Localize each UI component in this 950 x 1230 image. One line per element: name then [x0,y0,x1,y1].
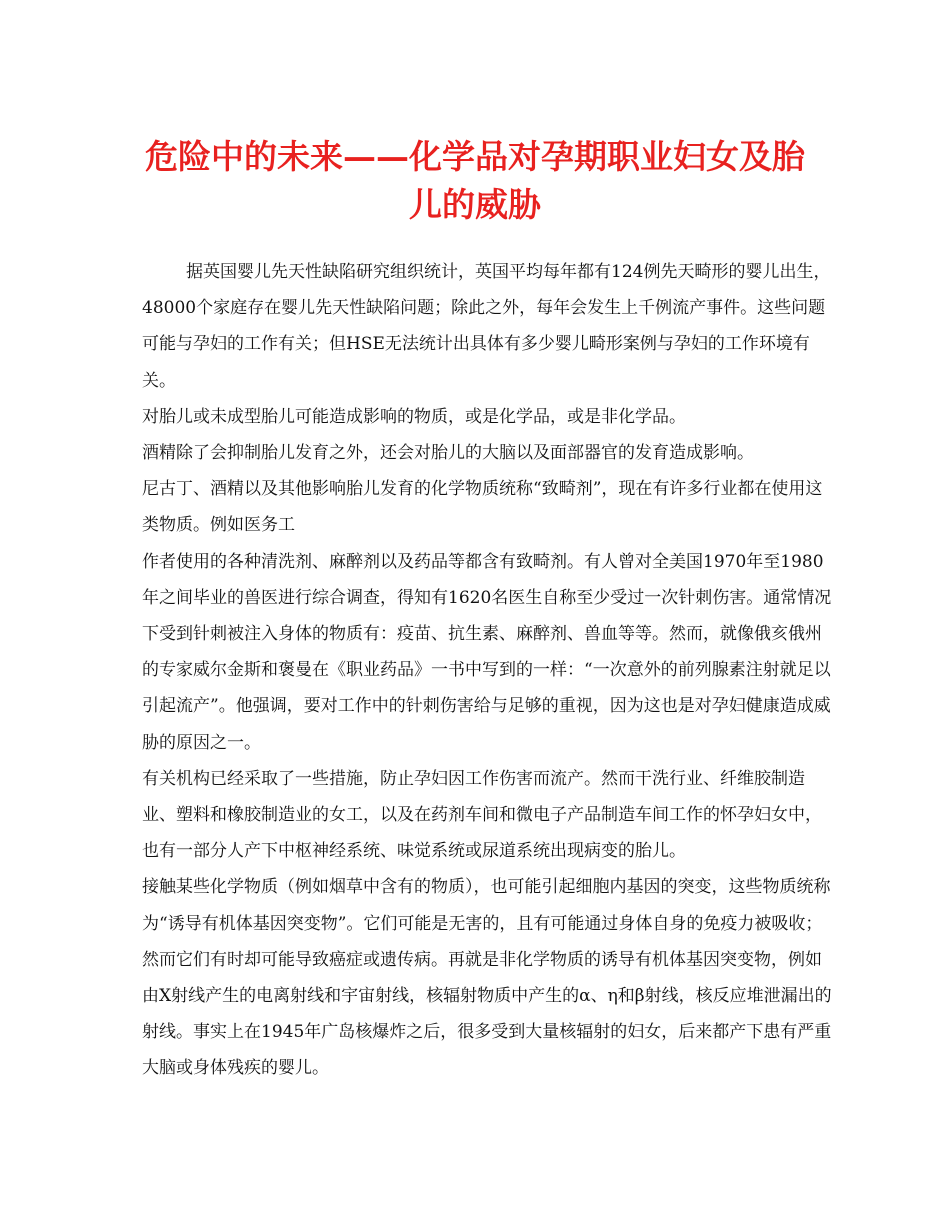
paragraph-line: 年至1980年之间毕业的兽医进行综合调查，得知有1620名医生自称至少受过一次 [142,551,824,608]
paragraph-line: 形案例与孕妇的工作环境有关。 [142,334,810,391]
paragraph-line: 酒精除了会抑制胎儿发育之外，还会对胎儿的大脑以及面部器官的发育造成影响。 [142,443,754,464]
paragraph [142,544,832,761]
paragraph-line: 尼古丁、酒精以及其他影响胎儿发育的化学物质统称“致畸剂”，现在有许多行业 [142,479,738,500]
paragraph-line: 胶制造业、塑料和橡胶制造业的女工，以及在药剂车间和微电子产品制造车间工作 [142,768,805,826]
paragraph [142,869,832,1086]
paragraph-line: 的诱导有机体基因突变物，例如由X射线产生的电离射线和宇宙射线，核辐射物质 [142,949,822,1007]
paragraph-line: 些物质统称为“诱导有机体基因突变物”。它们可能是无害的，且有可能通过身体 [142,877,831,934]
paragraph [142,435,832,471]
paragraph-line: 胎儿。 [635,841,686,862]
paragraph [142,399,832,435]
paragraph-line: 流产事件。这些问题可能与孕妇的工作有关；但HSE无法统计出具体有多少婴儿畸 [142,298,826,355]
paragraph-line: 据英国婴儿先天性缺陷研究组织统计，英国平均每年都有124例先天畸形的 [186,262,746,282]
paragraph-line: 血等等。然而，就像俄亥俄州的专家威尔金斯和褒曼在《职业药品》一书中写到的 [142,624,822,681]
paragraph-line: 中产生的α、η和β射线，核反应堆泄漏出的射线。事实上在1945年广岛核爆 [142,986,832,1043]
paragraph [142,471,832,543]
paragraph [142,761,832,870]
document-title: 危险中的未来——化学品对孕期职业妇女及胎儿的威胁 [145,137,805,224]
paragraph-line: 接触某些化学物质（例如烟草中含有的物质），也可能引起细胞内基因的突变，这 [142,877,746,898]
paragraph-line: 有关机构已经采取了一些措施，防止孕妇因工作伤害而流产。然而干洗行业、纤维 [142,768,754,789]
paragraph-line: 作者使用的各种清洗剂、麻醉剂以及药品等都含有致畸剂。有人曾对全美国1970 [142,551,747,572]
paragraph-line: 都在使用这类物质。例如医务工 [142,479,823,536]
paragraph-line: 的怀孕妇女中，也有一部分人产下中枢神经系统、味觉系统或尿道系统出现病变的 [142,805,822,862]
paragraph-line: 一样：“一次意外的前列腺素注射就足以引起流产”。他强调，要对工作中的针刺 [142,660,831,717]
document-body [142,254,832,1087]
paragraph-line: 婴儿出生，48000个家庭存在婴儿先天性缺陷问题；除此之外，每年会发生上千例 [142,262,831,319]
paragraph-line: 对胎儿或未成型胎儿可能造成影响的物质，或是化学品，或是非化学品。 [142,406,686,427]
paragraph-line: 炸之后，很多受到大量核辐射的妇女，后来都产下患有严重大脑或身体残疾的婴儿。 [142,1022,832,1079]
paragraph-line: 伤害给与足够的重视，因为这也是对孕妇健康造成威胁的原因之一。 [142,696,831,753]
paragraph-line: 针刺伤害。通常情况下受到针刺被注入身体的物质有：疫苗、抗生素、麻醉剂、兽 [142,587,832,645]
paragraph-line: 自身的免疫力被吸收；然而它们有时却可能导致癌症或遗传病。再就是非化学物质 [142,913,823,970]
paragraph [142,254,832,399]
